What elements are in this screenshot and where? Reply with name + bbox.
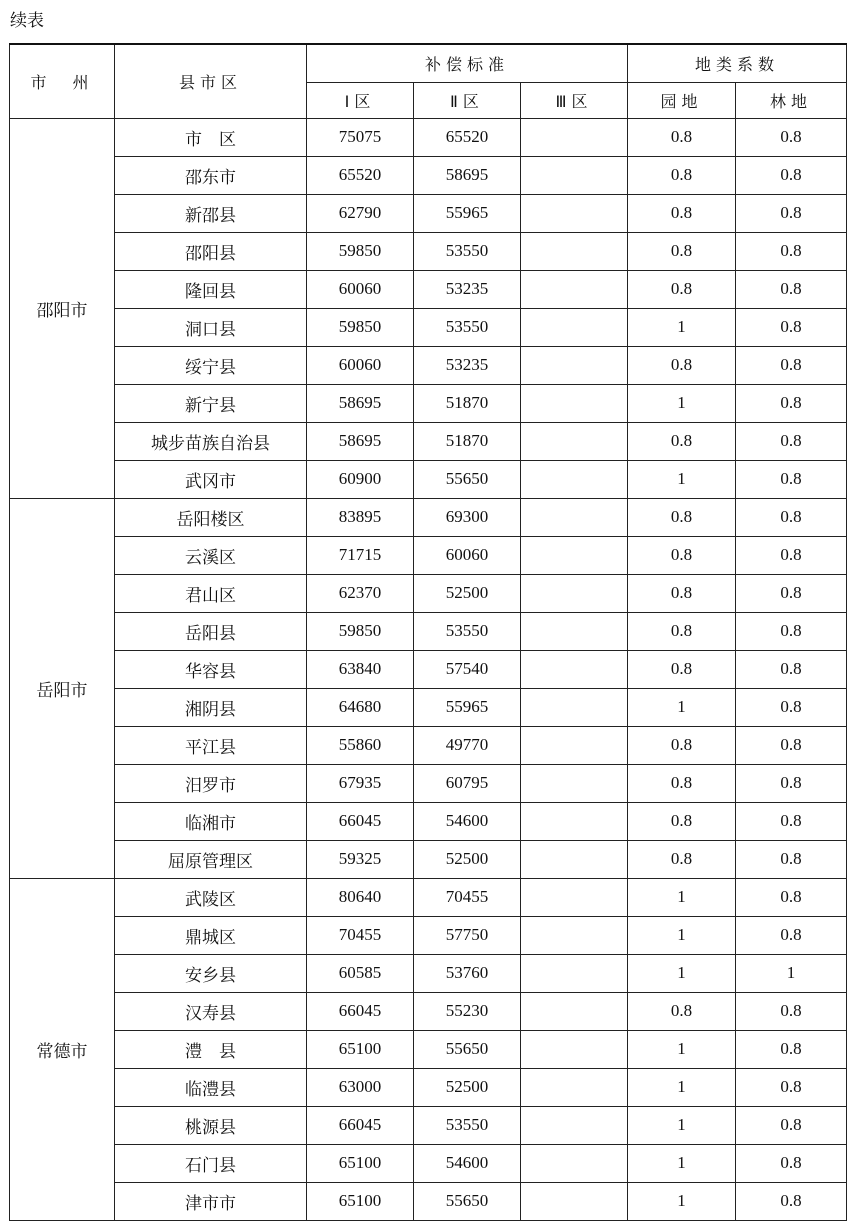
zone1-cell: 70455	[307, 916, 414, 954]
table-row	[10, 954, 847, 992]
zone2-cell: 54600	[414, 1144, 521, 1182]
zone3-cell	[521, 878, 628, 916]
garden-coef-cell: 0.8	[628, 574, 736, 612]
table-row	[10, 156, 847, 194]
zone1-cell: 83895	[307, 498, 414, 536]
zone3-cell	[521, 536, 628, 574]
garden-coef-cell: 0.8	[628, 232, 736, 270]
zone1-cell: 58695	[307, 384, 414, 422]
zone3-cell	[521, 1106, 628, 1144]
table-row	[10, 612, 847, 650]
forest-coef-cell: 0.8	[736, 308, 847, 346]
garden-coef-cell: 0.8	[628, 992, 736, 1030]
forest-coef-cell: 0.8	[736, 460, 847, 498]
garden-coef-cell: 1	[628, 688, 736, 726]
zone2-cell: 52500	[414, 574, 521, 612]
county-cell: 鼎城区	[115, 916, 307, 954]
zone1-cell: 63000	[307, 1068, 414, 1106]
zone2-cell: 55650	[414, 1030, 521, 1068]
zone1-cell: 64680	[307, 688, 414, 726]
header-zone-2: Ⅱ区	[414, 82, 521, 118]
zone2-cell: 49770	[414, 726, 521, 764]
county-cell: 岳阳楼区	[115, 498, 307, 536]
zone2-cell: 55230	[414, 992, 521, 1030]
table-row	[10, 992, 847, 1030]
garden-coef-cell: 0.8	[628, 536, 736, 574]
header-compensation: 补偿标准	[307, 44, 628, 82]
county-cell: 邵东市	[115, 156, 307, 194]
zone2-cell: 51870	[414, 422, 521, 460]
forest-coef-cell: 0.8	[736, 1182, 847, 1220]
table-row	[10, 840, 847, 878]
county-cell: 桃源县	[115, 1106, 307, 1144]
garden-coef-cell: 0.8	[628, 270, 736, 308]
zone3-cell	[521, 1144, 628, 1182]
zone2-cell: 70455	[414, 878, 521, 916]
forest-coef-cell: 0.8	[736, 574, 847, 612]
garden-coef-cell: 0.8	[628, 612, 736, 650]
forest-coef-cell: 0.8	[736, 194, 847, 232]
zone3-cell	[521, 346, 628, 384]
forest-coef-cell: 0.8	[736, 1106, 847, 1144]
garden-coef-cell: 0.8	[628, 650, 736, 688]
table-row	[10, 764, 847, 802]
zone1-cell: 60060	[307, 346, 414, 384]
forest-coef-cell: 0.8	[736, 1068, 847, 1106]
garden-coef-cell: 0.8	[628, 764, 736, 802]
forest-coef-cell: 0.8	[736, 270, 847, 308]
table-row	[10, 1144, 847, 1182]
zone1-cell: 58695	[307, 422, 414, 460]
forest-coef-cell: 0.8	[736, 916, 847, 954]
zone2-cell: 58695	[414, 156, 521, 194]
county-cell: 隆回县	[115, 270, 307, 308]
table-row	[10, 878, 847, 916]
county-cell: 汉寿县	[115, 992, 307, 1030]
zone3-cell	[521, 650, 628, 688]
zone3-cell	[521, 1068, 628, 1106]
zone3-cell	[521, 156, 628, 194]
table-row	[10, 574, 847, 612]
county-cell: 武冈市	[115, 460, 307, 498]
zone1-cell: 65100	[307, 1182, 414, 1220]
garden-coef-cell: 0.8	[628, 802, 736, 840]
header-coefficient: 地类系数	[628, 44, 847, 82]
garden-coef-cell: 1	[628, 384, 736, 422]
county-cell: 湘阴县	[115, 688, 307, 726]
table-row	[10, 422, 847, 460]
zone1-cell: 59325	[307, 840, 414, 878]
zone3-cell	[521, 688, 628, 726]
table-row	[10, 346, 847, 384]
garden-coef-cell: 1	[628, 308, 736, 346]
county-cell: 市 区	[115, 118, 307, 156]
zone3-cell	[521, 1182, 628, 1220]
garden-coef-cell: 0.8	[628, 194, 736, 232]
zone1-cell: 75075	[307, 118, 414, 156]
county-cell: 华容县	[115, 650, 307, 688]
zone3-cell	[521, 726, 628, 764]
garden-coef-cell: 0.8	[628, 422, 736, 460]
zone1-cell: 63840	[307, 650, 414, 688]
zone3-cell	[521, 802, 628, 840]
header-garden: 园地	[628, 82, 736, 118]
forest-coef-cell: 0.8	[736, 650, 847, 688]
zone2-cell: 65520	[414, 118, 521, 156]
zone3-cell	[521, 232, 628, 270]
zone3-cell	[521, 1030, 628, 1068]
zone3-cell	[521, 118, 628, 156]
zone2-cell: 54600	[414, 802, 521, 840]
zone1-cell: 66045	[307, 1106, 414, 1144]
zone2-cell: 55650	[414, 1182, 521, 1220]
county-cell: 邵阳县	[115, 232, 307, 270]
county-cell: 安乡县	[115, 954, 307, 992]
forest-coef-cell: 0.8	[736, 1144, 847, 1182]
table-row	[10, 688, 847, 726]
header-city: 市 州	[10, 44, 115, 118]
zone1-cell: 65100	[307, 1030, 414, 1068]
county-cell: 澧 县	[115, 1030, 307, 1068]
zone2-cell: 55965	[414, 194, 521, 232]
forest-coef-cell: 0.8	[736, 384, 847, 422]
zone3-cell	[521, 308, 628, 346]
zone2-cell: 55650	[414, 460, 521, 498]
forest-coef-cell: 0.8	[736, 346, 847, 384]
zone1-cell: 60900	[307, 460, 414, 498]
table-row	[10, 1182, 847, 1220]
zone1-cell: 60585	[307, 954, 414, 992]
forest-coef-cell: 0.8	[736, 992, 847, 1030]
table-body	[10, 118, 847, 1220]
zone3-cell	[521, 992, 628, 1030]
zone1-cell: 66045	[307, 992, 414, 1030]
zone2-cell: 55965	[414, 688, 521, 726]
city-cell: 岳阳市	[10, 498, 115, 878]
zone2-cell: 53235	[414, 270, 521, 308]
table-row	[10, 384, 847, 422]
forest-coef-cell: 0.8	[736, 118, 847, 156]
zone1-cell: 60060	[307, 270, 414, 308]
zone2-cell: 57750	[414, 916, 521, 954]
county-cell: 洞口县	[115, 308, 307, 346]
zone3-cell	[521, 916, 628, 954]
garden-coef-cell: 1	[628, 1068, 736, 1106]
county-cell: 石门县	[115, 1144, 307, 1182]
forest-coef-cell: 0.8	[736, 840, 847, 878]
county-cell: 新邵县	[115, 194, 307, 232]
garden-coef-cell: 1	[628, 1030, 736, 1068]
forest-coef-cell: 0.8	[736, 1030, 847, 1068]
zone1-cell: 71715	[307, 536, 414, 574]
county-cell: 绥宁县	[115, 346, 307, 384]
header-zone-3: Ⅲ区	[521, 82, 628, 118]
table-caption: 续表	[10, 11, 44, 31]
zone1-cell: 66045	[307, 802, 414, 840]
county-cell: 汨罗市	[115, 764, 307, 802]
zone3-cell	[521, 612, 628, 650]
zone1-cell: 62790	[307, 194, 414, 232]
garden-coef-cell: 0.8	[628, 726, 736, 764]
county-cell: 临湘市	[115, 802, 307, 840]
table-row	[10, 270, 847, 308]
zone1-cell: 65100	[307, 1144, 414, 1182]
garden-coef-cell: 1	[628, 916, 736, 954]
garden-coef-cell: 1	[628, 460, 736, 498]
zone3-cell	[521, 764, 628, 802]
zone3-cell	[521, 574, 628, 612]
header-county: 县市区	[115, 44, 307, 118]
garden-coef-cell: 1	[628, 1106, 736, 1144]
forest-coef-cell: 0.8	[736, 422, 847, 460]
zone2-cell: 57540	[414, 650, 521, 688]
zone2-cell: 52500	[414, 1068, 521, 1106]
zone2-cell: 53550	[414, 1106, 521, 1144]
zone2-cell: 60795	[414, 764, 521, 802]
compensation-table	[9, 43, 847, 1221]
county-cell: 平江县	[115, 726, 307, 764]
county-cell: 云溪区	[115, 536, 307, 574]
county-cell: 新宁县	[115, 384, 307, 422]
garden-coef-cell: 1	[628, 1182, 736, 1220]
table-row	[10, 1068, 847, 1106]
table-row	[10, 308, 847, 346]
table-row	[10, 650, 847, 688]
zone1-cell: 67935	[307, 764, 414, 802]
zone2-cell: 69300	[414, 498, 521, 536]
zone2-cell: 53550	[414, 308, 521, 346]
table-row	[10, 498, 847, 536]
county-cell: 屈原管理区	[115, 840, 307, 878]
zone3-cell	[521, 954, 628, 992]
table-row	[10, 916, 847, 954]
table-row	[10, 536, 847, 574]
county-cell: 津市市	[115, 1182, 307, 1220]
county-cell: 武陵区	[115, 878, 307, 916]
forest-coef-cell: 0.8	[736, 498, 847, 536]
zone3-cell	[521, 840, 628, 878]
zone2-cell: 51870	[414, 384, 521, 422]
table-row	[10, 726, 847, 764]
garden-coef-cell: 1	[628, 1144, 736, 1182]
zone1-cell: 65520	[307, 156, 414, 194]
zone3-cell	[521, 460, 628, 498]
forest-coef-cell: 0.8	[736, 726, 847, 764]
zone2-cell: 52500	[414, 840, 521, 878]
zone2-cell: 60060	[414, 536, 521, 574]
table-row	[10, 802, 847, 840]
forest-coef-cell: 0.8	[736, 878, 847, 916]
forest-coef-cell: 0.8	[736, 536, 847, 574]
zone1-cell: 59850	[307, 232, 414, 270]
table-header	[10, 44, 847, 118]
garden-coef-cell: 1	[628, 878, 736, 916]
forest-coef-cell: 0.8	[736, 156, 847, 194]
zone3-cell	[521, 194, 628, 232]
forest-coef-cell: 0.8	[736, 802, 847, 840]
zone1-cell: 59850	[307, 308, 414, 346]
garden-coef-cell: 0.8	[628, 118, 736, 156]
county-cell: 君山区	[115, 574, 307, 612]
forest-coef-cell: 0.8	[736, 688, 847, 726]
garden-coef-cell: 0.8	[628, 498, 736, 536]
zone2-cell: 53760	[414, 954, 521, 992]
zone2-cell: 53550	[414, 612, 521, 650]
garden-coef-cell: 0.8	[628, 840, 736, 878]
zone3-cell	[521, 422, 628, 460]
county-cell: 岳阳县	[115, 612, 307, 650]
table-row	[10, 1106, 847, 1144]
zone2-cell: 53235	[414, 346, 521, 384]
table-row	[10, 232, 847, 270]
garden-coef-cell: 0.8	[628, 156, 736, 194]
table-row	[10, 1030, 847, 1068]
zone1-cell: 80640	[307, 878, 414, 916]
garden-coef-cell: 1	[628, 954, 736, 992]
header-forest: 林地	[736, 82, 847, 118]
table-row	[10, 194, 847, 232]
garden-coef-cell: 0.8	[628, 346, 736, 384]
county-cell: 临澧县	[115, 1068, 307, 1106]
county-cell: 城步苗族自治县	[115, 422, 307, 460]
header-zone-1: Ⅰ区	[307, 82, 414, 118]
forest-coef-cell: 0.8	[736, 232, 847, 270]
forest-coef-cell: 0.8	[736, 764, 847, 802]
zone2-cell: 53550	[414, 232, 521, 270]
table-row	[10, 460, 847, 498]
city-cell: 邵阳市	[10, 118, 115, 498]
city-cell: 常德市	[10, 878, 115, 1220]
zone3-cell	[521, 270, 628, 308]
forest-coef-cell: 1	[736, 954, 847, 992]
zone3-cell	[521, 384, 628, 422]
zone3-cell	[521, 498, 628, 536]
zone1-cell: 62370	[307, 574, 414, 612]
forest-coef-cell: 0.8	[736, 612, 847, 650]
zone1-cell: 55860	[307, 726, 414, 764]
zone1-cell: 59850	[307, 612, 414, 650]
table-row	[10, 118, 847, 156]
